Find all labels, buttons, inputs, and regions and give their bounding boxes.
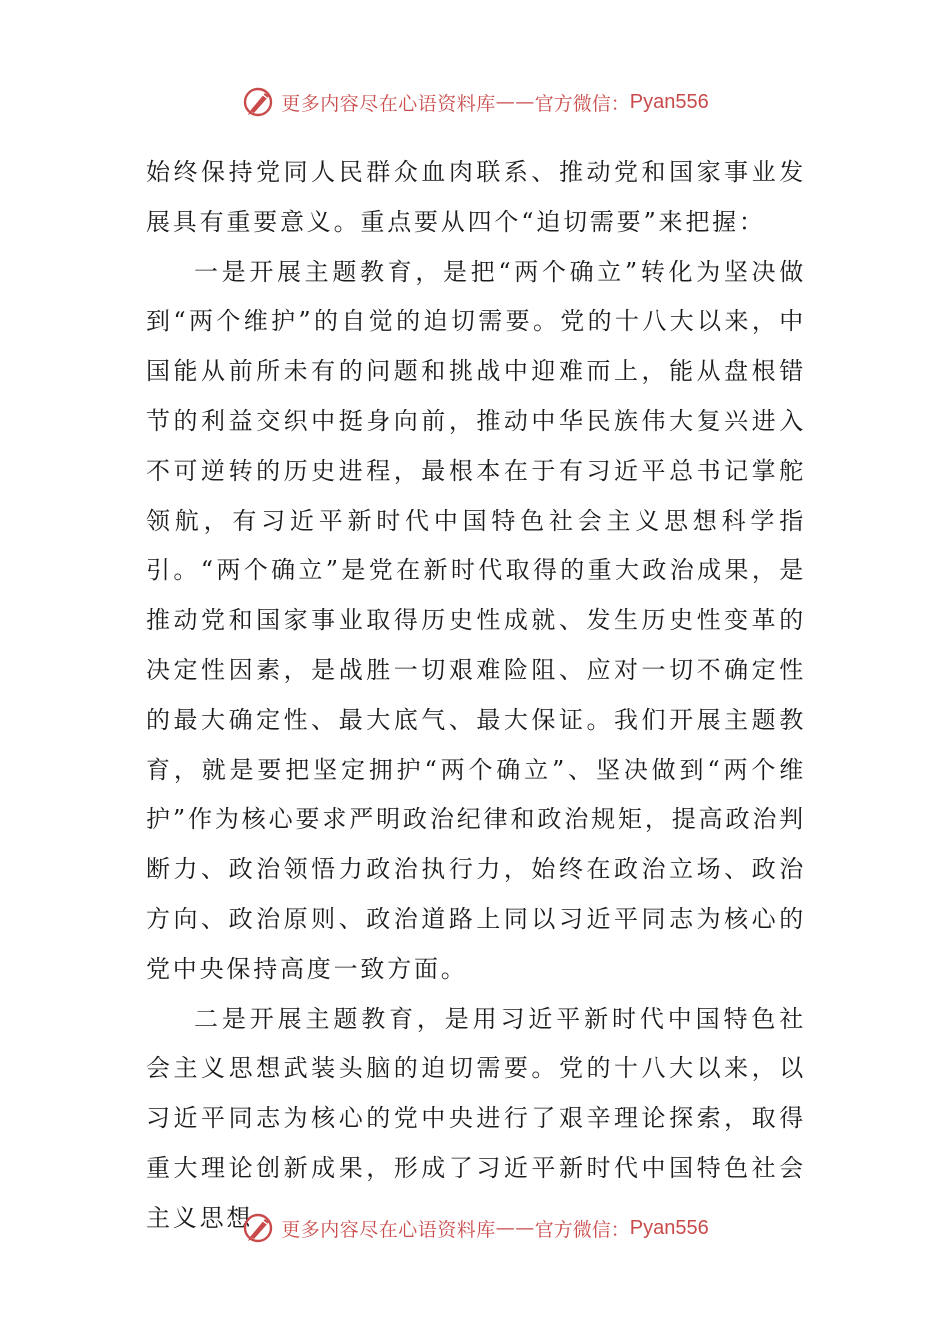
paragraph-two: 二是开展主题教育，是用习近平新时代中国特色社会主义思想武装头脑的迫切需要。党的十八大以来，以习近平同志为核心的党中央进行了艰辛理论探索，取得重大理论创新成果，形成了习近平新时代中国特色社会主义思想: [146, 1004, 806, 1232]
banner-dash: ——: [495, 91, 535, 113]
header-banner: [0, 82, 950, 122]
banner-wechat-id: Pyan556: [629, 1216, 709, 1239]
banner-wechat-id: Pyan556: [629, 90, 709, 113]
paragraph-continued: 始终保持党同人民群众血肉联系、推动党和国家事业发展具有重要意义。重点要从四个“迫切需要”来把握：: [146, 158, 806, 236]
document-body: [146, 148, 806, 1244]
banner-wechat-label: 官方微信：: [534, 92, 630, 115]
footer-banner: [0, 1208, 950, 1248]
banner-dash: ——: [495, 1217, 535, 1239]
banner-wechat-label: 官方微信：: [534, 1218, 630, 1241]
pen-circle-logo-icon: [241, 1210, 277, 1246]
banner-text: 更多内容尽在心语资料库: [281, 1218, 496, 1241]
pen-circle-logo-icon: [241, 84, 277, 120]
banner-text: 更多内容尽在心语资料库: [281, 92, 496, 115]
paragraph-one: 一是开展主题教育，是把“两个确立”转化为坚决做到“两个维护”的自觉的迫切需要。党的十八大以来，中国能从前所未有的问题和挑战中迎难而上，能从盘根错节的利益交织中挺身向前，推动中华民族伟大复兴进入不可逆转的历史进程，最根本在于有习近平总书记掌舵领航，有习近平新时代中国特色社会主义思想科学指引。“两个确立”是党在新时代取得的重大政治成果，是推动党和国家事业取得历史性成就、发生历史性变革的决定性因素，是战胜一切艰难险阻、应对一切不确定性的最大确定性、最大底气、最大保证。我们开展主题教育，就是要把坚定拥护“两个确立”、坚决做到“两个维护”作为核心要求严明政治纪律和政治规矩，提高政治判断力、政治领悟力政治执行力，始终在政治立场、政治方向、政治原则、政治道路上同以习近平同志为核心的党中央保持高度一致方面。: [146, 257, 806, 983]
